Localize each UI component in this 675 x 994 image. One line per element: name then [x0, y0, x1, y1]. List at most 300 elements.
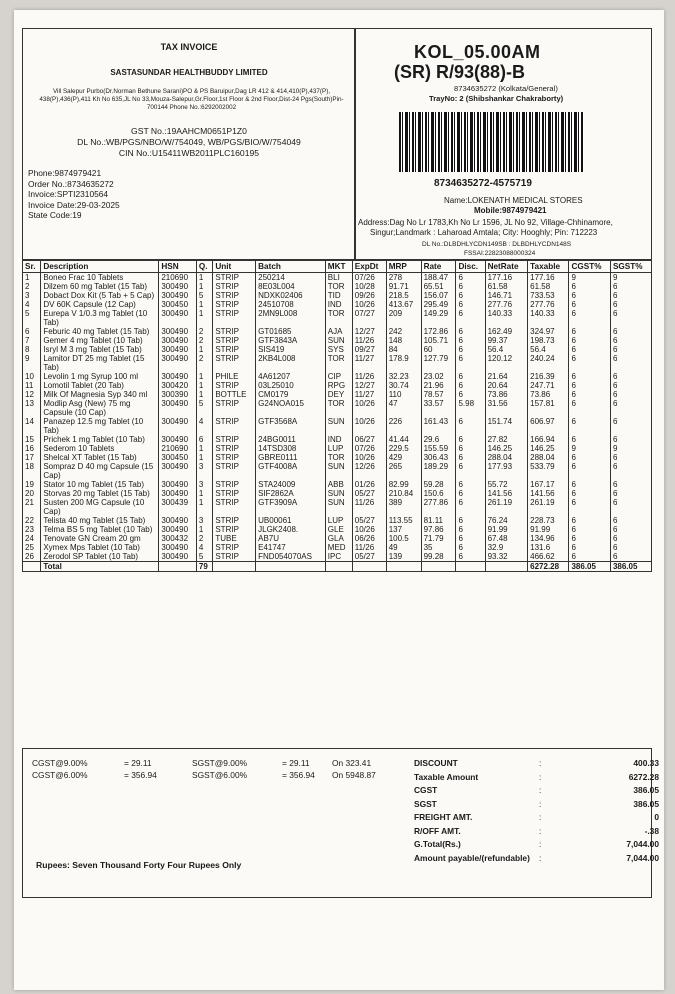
cell-expdt: 10/26: [352, 300, 386, 309]
table-row: [23, 336, 652, 345]
cell-description: Telma BS 5 mg Tablet (10 Tab): [41, 525, 159, 534]
tray-number: TrayNo: 2 (Shibshankar Chakraborty): [429, 94, 564, 103]
cell-rate: 188.47: [421, 273, 456, 283]
cell-taxable: 733.53: [528, 291, 569, 300]
total-label: Total: [41, 562, 159, 572]
cell-sgst: 6: [610, 489, 651, 498]
cell-sr: 5: [23, 309, 41, 327]
summary-value: 400.33: [633, 758, 659, 768]
cell-qty: 1: [196, 309, 212, 327]
header-rate: Rate: [421, 261, 456, 273]
cell-rate: 99.28: [421, 552, 456, 562]
summary-value: 7,044.00: [626, 839, 659, 849]
gst-number: GST No.:19AAHCM0651P1Z0: [131, 126, 247, 136]
cell-mkt: TID: [325, 291, 352, 300]
cell-rate: 60: [421, 345, 456, 354]
table-body: [23, 273, 652, 562]
cell-sgst: 6: [610, 417, 651, 435]
cell-qty: 3: [196, 516, 212, 525]
cell-cgst: 6: [569, 417, 610, 435]
cell-expdt: 07/26: [352, 444, 386, 453]
cell-rate: 59.28: [421, 480, 456, 489]
sr-code: (SR) R/93(88)-B: [394, 62, 526, 82]
cell-batch: G24NOA015: [256, 399, 326, 417]
cell-unit: STRIP: [213, 291, 256, 300]
cell-disc: 6: [456, 453, 485, 462]
cell-unit: STRIP: [213, 525, 256, 534]
cell-qty: 4: [196, 417, 212, 435]
company-name: SASTASUNDAR HEALTHBUDDY LIMITED: [110, 68, 268, 77]
cell-unit: STRIP: [213, 462, 256, 480]
cell-description: Modlip Asg (New) 75 mg Capsule (10 Cap): [41, 399, 159, 417]
cell-hsn: 300490: [159, 525, 197, 534]
cell-description: Isryl M 3 mg Tablet (15 Tab): [41, 345, 159, 354]
cell-cgst: 6: [569, 372, 610, 381]
cell-description: Dilzem 60 mg Tablet (15 Tab): [41, 282, 159, 291]
cell-unit: STRIP: [213, 516, 256, 525]
table-row: [23, 291, 652, 300]
cell-qty: 5: [196, 291, 212, 300]
cell-qty: 3: [196, 480, 212, 489]
cell-description: Dobact Dox Kit (5 Tab + 5 Cap): [41, 291, 159, 300]
cell-hsn: 300490: [159, 462, 197, 480]
cell-batch: JLGK2408.: [256, 525, 326, 534]
cell-sr: 4: [23, 300, 41, 309]
cell-batch: GBRE0111: [256, 453, 326, 462]
summary-value: 0: [654, 812, 659, 822]
cell-hsn: 300490: [159, 291, 197, 300]
header-cgst: CGST%: [569, 261, 610, 273]
cell-sr: 10: [23, 372, 41, 381]
summary-colon: :: [539, 758, 542, 768]
cell-sr: 12: [23, 390, 41, 399]
cell-qty: 1: [196, 489, 212, 498]
phone: Phone:9874979421: [28, 168, 102, 178]
header-mrp: MRP: [386, 261, 421, 273]
summary-value: 6272.28: [628, 771, 659, 782]
cell-sgst: 6: [610, 354, 651, 372]
cell-sgst: 6: [610, 282, 651, 291]
cell-description: Lomotil Tablet (20 Tab): [41, 381, 159, 390]
barcode-image: [399, 112, 584, 172]
table-header-row: [23, 261, 652, 273]
cell-qty: 1: [196, 390, 212, 399]
cell-qty: 6: [196, 435, 212, 444]
on6-value: On 5948.87: [332, 770, 376, 780]
cell-qty: 2: [196, 327, 212, 336]
cell-batch: GTF3568A: [256, 417, 326, 435]
cell-unit: STRIP: [213, 354, 256, 372]
cell-description: Shelcal XT Tablet (15 Tab): [41, 453, 159, 462]
cell-taxable: 240.24: [528, 354, 569, 372]
cell-hsn: 300490: [159, 336, 197, 345]
table-row: [23, 372, 652, 381]
cell-expdt: 11/26: [352, 372, 386, 381]
cell-sgst: 6: [610, 480, 651, 489]
cell-expdt: 06/27: [352, 435, 386, 444]
buyer-address-line1: Address:Dag No Lr 1783,Kh No Lr 1596, JL No 92, Village-Chhinamore,: [358, 218, 613, 227]
cell-disc: 6: [456, 525, 485, 534]
sgst9-value: = 29.11: [282, 758, 310, 768]
cell-sgst: 6: [610, 525, 651, 534]
header-netrate: NetRate: [485, 261, 528, 273]
cell-netrate: 162.49: [485, 327, 528, 336]
cell-description: Zerodol SP Tablet (10 Tab): [41, 552, 159, 562]
cell-hsn: 300432: [159, 534, 197, 543]
table-row: [23, 525, 652, 534]
summary-label: FREIGHT AMT.: [414, 812, 473, 822]
table-row: [23, 552, 652, 562]
header-divider: [354, 28, 356, 260]
cell-mrp: 278: [386, 273, 421, 283]
company-registration: [24, 126, 354, 158]
cell-sr: 11: [23, 381, 41, 390]
cell-batch: SIS419: [256, 345, 326, 354]
cell-qty: 1: [196, 282, 212, 291]
cell-cgst: 6: [569, 354, 610, 372]
cell-hsn: 210690: [159, 444, 197, 453]
cgst9-label: CGST@9.00%: [32, 758, 88, 768]
total-taxable: 6272.28: [528, 562, 569, 572]
cell-sr: 9: [23, 354, 41, 372]
cin-number: CIN No.:U15411WB2011PLC160195: [118, 147, 260, 158]
cell-description: DV 60K Capsule (12 Cap): [41, 300, 159, 309]
cell-rate: 172.86: [421, 327, 456, 336]
cell-batch: FND054070AS: [256, 552, 326, 562]
cell-disc: 6: [456, 390, 485, 399]
cell-qty: 2: [196, 336, 212, 345]
cell-unit: PHILE: [213, 372, 256, 381]
cell-mrp: 389: [386, 498, 421, 516]
cell-description: Lamitor DT 25 mg Tablet (15 Tab): [41, 354, 159, 372]
cell-hsn: 210690: [159, 273, 197, 283]
cell-sgst: 6: [610, 453, 651, 462]
cell-sr: 1: [23, 273, 41, 283]
cell-expdt: 11/27: [352, 354, 386, 372]
cell-description: Sompraz D 40 mg Capsule (15 Cap): [41, 462, 159, 480]
cell-batch: CM0179: [256, 390, 326, 399]
cell-description: Boneo Frac 10 Tablets: [41, 273, 159, 283]
cell-rate: 23.02: [421, 372, 456, 381]
cell-mrp: 226: [386, 417, 421, 435]
cell-disc: 6: [456, 552, 485, 562]
cell-sr: 22: [23, 516, 41, 525]
cell-taxable: 247.71: [528, 381, 569, 390]
cell-rate: 127.79: [421, 354, 456, 372]
cell-cgst: 6: [569, 462, 610, 480]
cell-netrate: 91.99: [485, 525, 528, 534]
cell-cgst: 6: [569, 489, 610, 498]
table-row: [23, 381, 652, 390]
summary-colon: :: [539, 771, 542, 782]
cell-unit: STRIP: [213, 282, 256, 291]
cell-taxable: 533.79: [528, 462, 569, 480]
cell-taxable: 73.86: [528, 390, 569, 399]
cell-taxable: 216.39: [528, 372, 569, 381]
cell-disc: 6: [456, 336, 485, 345]
table-row: [23, 300, 652, 309]
cell-qty: 2: [196, 354, 212, 372]
cell-expdt: 09/26: [352, 291, 386, 300]
cell-mrp: 242: [386, 327, 421, 336]
sgst6-label: SGST@6.00%: [192, 770, 248, 780]
cell-hsn: 300439: [159, 498, 197, 516]
cell-netrate: 56.4: [485, 345, 528, 354]
cell-batch: GTF3909A: [256, 498, 326, 516]
summary-label: R/OFF AMT.: [414, 825, 461, 836]
cell-taxable: 56.4: [528, 345, 569, 354]
cell-mrp: 82.99: [386, 480, 421, 489]
cell-expdt: 10/28: [352, 282, 386, 291]
cell-qty: 1: [196, 372, 212, 381]
table-row: [23, 498, 652, 516]
cell-mkt: TOR: [325, 399, 352, 417]
buyer-name: Name:LOKENATH MEDICAL STORES: [444, 196, 583, 205]
cell-qty: 4: [196, 543, 212, 552]
cell-qty: 1: [196, 444, 212, 453]
cell-rate: 155.59: [421, 444, 456, 453]
cell-expdt: 12/27: [352, 327, 386, 336]
summary-colon: :: [539, 812, 542, 822]
table-row: [23, 327, 652, 336]
cell-taxable: 141.56: [528, 489, 569, 498]
cell-expdt: 11/26: [352, 498, 386, 516]
sgst6-value: = 356.94: [282, 770, 315, 780]
cell-sgst: 6: [610, 534, 651, 543]
cell-sr: 26: [23, 552, 41, 562]
table-row: [23, 462, 652, 480]
cell-hsn: 300390: [159, 390, 197, 399]
cell-disc: 5.98: [456, 399, 485, 417]
cell-cgst: 9: [569, 444, 610, 453]
cell-batch: 250214: [256, 273, 326, 283]
cell-sgst: 6: [610, 309, 651, 327]
header-description: Description: [41, 261, 159, 273]
cell-batch: 24BG0011: [256, 435, 326, 444]
cell-taxable: 140.33: [528, 309, 569, 327]
cell-qty: 1: [196, 273, 212, 283]
cell-sr: 8: [23, 345, 41, 354]
buyer-mobile: Mobile:9874979421: [474, 206, 547, 215]
cell-taxable: 157.81: [528, 399, 569, 417]
cell-sr: 24: [23, 534, 41, 543]
header-taxable: Taxable: [528, 261, 569, 273]
cell-disc: 6: [456, 291, 485, 300]
cell-cgst: 6: [569, 534, 610, 543]
cell-sr: 20: [23, 489, 41, 498]
cell-mkt: SYS: [325, 345, 352, 354]
cell-qty: 1: [196, 345, 212, 354]
total-row: [23, 562, 652, 572]
cell-mkt: AJA: [325, 327, 352, 336]
invoice-number: Invoice:SPTI2310564: [28, 189, 109, 199]
cell-mkt: TOR: [325, 354, 352, 372]
cell-rate: 33.57: [421, 399, 456, 417]
invoice-date: Invoice Date:29-03-2025: [28, 199, 120, 210]
cell-sr: 21: [23, 498, 41, 516]
cell-batch: GTF3843A: [256, 336, 326, 345]
cell-netrate: 151.74: [485, 417, 528, 435]
summary-label: Taxable Amount: [414, 771, 479, 782]
cell-disc: 6: [456, 489, 485, 498]
cell-sgst: 9: [610, 444, 651, 453]
cell-taxable: 288.04: [528, 453, 569, 462]
cell-rate: 21.96: [421, 381, 456, 390]
cell-cgst: 6: [569, 552, 610, 562]
cell-sr: 18: [23, 462, 41, 480]
cell-rate: 277.86: [421, 498, 456, 516]
cell-sr: 23: [23, 525, 41, 534]
cell-taxable: 466.62: [528, 552, 569, 562]
cell-description: Storvas 20 mg Tablet (15 Tab): [41, 489, 159, 498]
cell-taxable: 91.99: [528, 525, 569, 534]
dl-number: DL No.:WB/PGS/NBO/W/754049, WB/PGS/BIO/W/754049: [77, 136, 301, 147]
cell-sgst: 9: [610, 273, 651, 283]
cell-rate: 156.07: [421, 291, 456, 300]
cell-sgst: 6: [610, 462, 651, 480]
cell-netrate: 177.93: [485, 462, 528, 480]
cell-mkt: SUN: [325, 489, 352, 498]
cell-batch: AB7U: [256, 534, 326, 543]
table-row: [23, 354, 652, 372]
cgst9-value: = 29.11: [124, 758, 152, 768]
summary-colon: :: [539, 839, 542, 849]
cell-cgst: 6: [569, 327, 610, 336]
cell-unit: STRIP: [213, 309, 256, 327]
cell-unit: STRIP: [213, 543, 256, 552]
cell-netrate: 73.86: [485, 390, 528, 399]
cell-batch: 14TSD308: [256, 444, 326, 453]
cell-mkt: TOR: [325, 309, 352, 327]
cell-mrp: 429: [386, 453, 421, 462]
summary-label: CGST: [414, 785, 438, 795]
cell-disc: 6: [456, 309, 485, 327]
cell-disc: 6: [456, 273, 485, 283]
cell-disc: 6: [456, 381, 485, 390]
cell-description: Gemer 4 mg Tablet (10 Tab): [41, 336, 159, 345]
cell-sr: 19: [23, 480, 41, 489]
cell-cgst: 6: [569, 336, 610, 345]
summary-colon: :: [539, 785, 542, 795]
cell-disc: 6: [456, 417, 485, 435]
cell-qty: 5: [196, 552, 212, 562]
cell-rate: 29.6: [421, 435, 456, 444]
cell-expdt: 05/27: [352, 516, 386, 525]
cell-sgst: 6: [610, 435, 651, 444]
cell-unit: STRIP: [213, 336, 256, 345]
sgst9-label: SGST@9.00%: [192, 758, 248, 768]
cell-mkt: BLI: [325, 273, 352, 283]
cell-sgst: 6: [610, 336, 651, 345]
header-disc: Disc.: [456, 261, 485, 273]
cell-expdt: 05/27: [352, 552, 386, 562]
cell-unit: STRIP: [213, 435, 256, 444]
cell-sr: 16: [23, 444, 41, 453]
cell-netrate: 32.9: [485, 543, 528, 552]
cell-unit: STRIP: [213, 498, 256, 516]
cell-sgst: 6: [610, 327, 651, 336]
cell-description: Telista 40 mg Tablet (15 Tab): [41, 516, 159, 525]
summary-label: SGST: [414, 798, 437, 809]
summary-colon: :: [539, 852, 542, 863]
cell-cgst: 6: [569, 390, 610, 399]
cell-description: Feburic 40 mg Tablet (15 Tab): [41, 327, 159, 336]
cell-netrate: 31.56: [485, 399, 528, 417]
cell-description: Tenovate GN Cream 20 gm: [41, 534, 159, 543]
cell-hsn: 300490: [159, 345, 197, 354]
cell-sgst: 6: [610, 390, 651, 399]
cell-netrate: 177.16: [485, 273, 528, 283]
cell-disc: 6: [456, 327, 485, 336]
cell-unit: STRIP: [213, 399, 256, 417]
cell-unit: STRIP: [213, 381, 256, 390]
cell-expdt: 07/27: [352, 309, 386, 327]
cell-disc: 6: [456, 300, 485, 309]
invoice-meta: [28, 168, 120, 221]
header-batch: Batch: [256, 261, 326, 273]
cell-mkt: TOR: [325, 282, 352, 291]
cell-mrp: 41.44: [386, 435, 421, 444]
cell-disc: 6: [456, 282, 485, 291]
cell-description: Sederom 10 Tablets: [41, 444, 159, 453]
header-hsn: HSN: [159, 261, 197, 273]
cell-mrp: 137: [386, 525, 421, 534]
cell-batch: 4A61207: [256, 372, 326, 381]
cell-expdt: 10/26: [352, 399, 386, 417]
cell-cgst: 6: [569, 480, 610, 489]
cell-mkt: SUN: [325, 462, 352, 480]
cell-cgst: 6: [569, 291, 610, 300]
cell-netrate: 277.76: [485, 300, 528, 309]
table-row: [23, 282, 652, 291]
cell-sr: 2: [23, 282, 41, 291]
cell-qty: 2: [196, 534, 212, 543]
cell-sr: 3: [23, 291, 41, 300]
cell-netrate: 120.12: [485, 354, 528, 372]
cell-hsn: 300420: [159, 381, 197, 390]
summary-value: -.38: [644, 825, 659, 836]
cell-rate: 97.86: [421, 525, 456, 534]
cell-unit: STRIP: [213, 345, 256, 354]
cell-sr: 13: [23, 399, 41, 417]
header-sgst: SGST%: [610, 261, 651, 273]
buyer-dl: DL No.:DLBDHLYCDN149SB : DLBDHLYCDN148S: [422, 241, 572, 248]
cell-mrp: 100.5: [386, 534, 421, 543]
cell-expdt: 01/26: [352, 480, 386, 489]
cell-sgst: 6: [610, 543, 651, 552]
total-sgst: 386.05: [610, 562, 651, 572]
cell-sr: 17: [23, 453, 41, 462]
cell-qty: 1: [196, 498, 212, 516]
summary-label: DISCOUNT: [414, 758, 458, 768]
cell-sgst: 6: [610, 345, 651, 354]
cell-batch: UB00061: [256, 516, 326, 525]
cell-mrp: 49: [386, 543, 421, 552]
cell-hsn: 300490: [159, 372, 197, 381]
cell-batch: NDXK02406: [256, 291, 326, 300]
cell-batch: 8E03L004: [256, 282, 326, 291]
cell-batch: 2KB4L008: [256, 354, 326, 372]
cell-rate: 65.51: [421, 282, 456, 291]
cell-cgst: 6: [569, 345, 610, 354]
cell-hsn: 300490: [159, 543, 197, 552]
cell-rate: 71.79: [421, 534, 456, 543]
cell-cgst: 6: [569, 309, 610, 327]
cell-netrate: 93.32: [485, 552, 528, 562]
cell-expdt: 11/27: [352, 390, 386, 399]
cell-netrate: 21.64: [485, 372, 528, 381]
cell-mrp: 229.5: [386, 444, 421, 453]
